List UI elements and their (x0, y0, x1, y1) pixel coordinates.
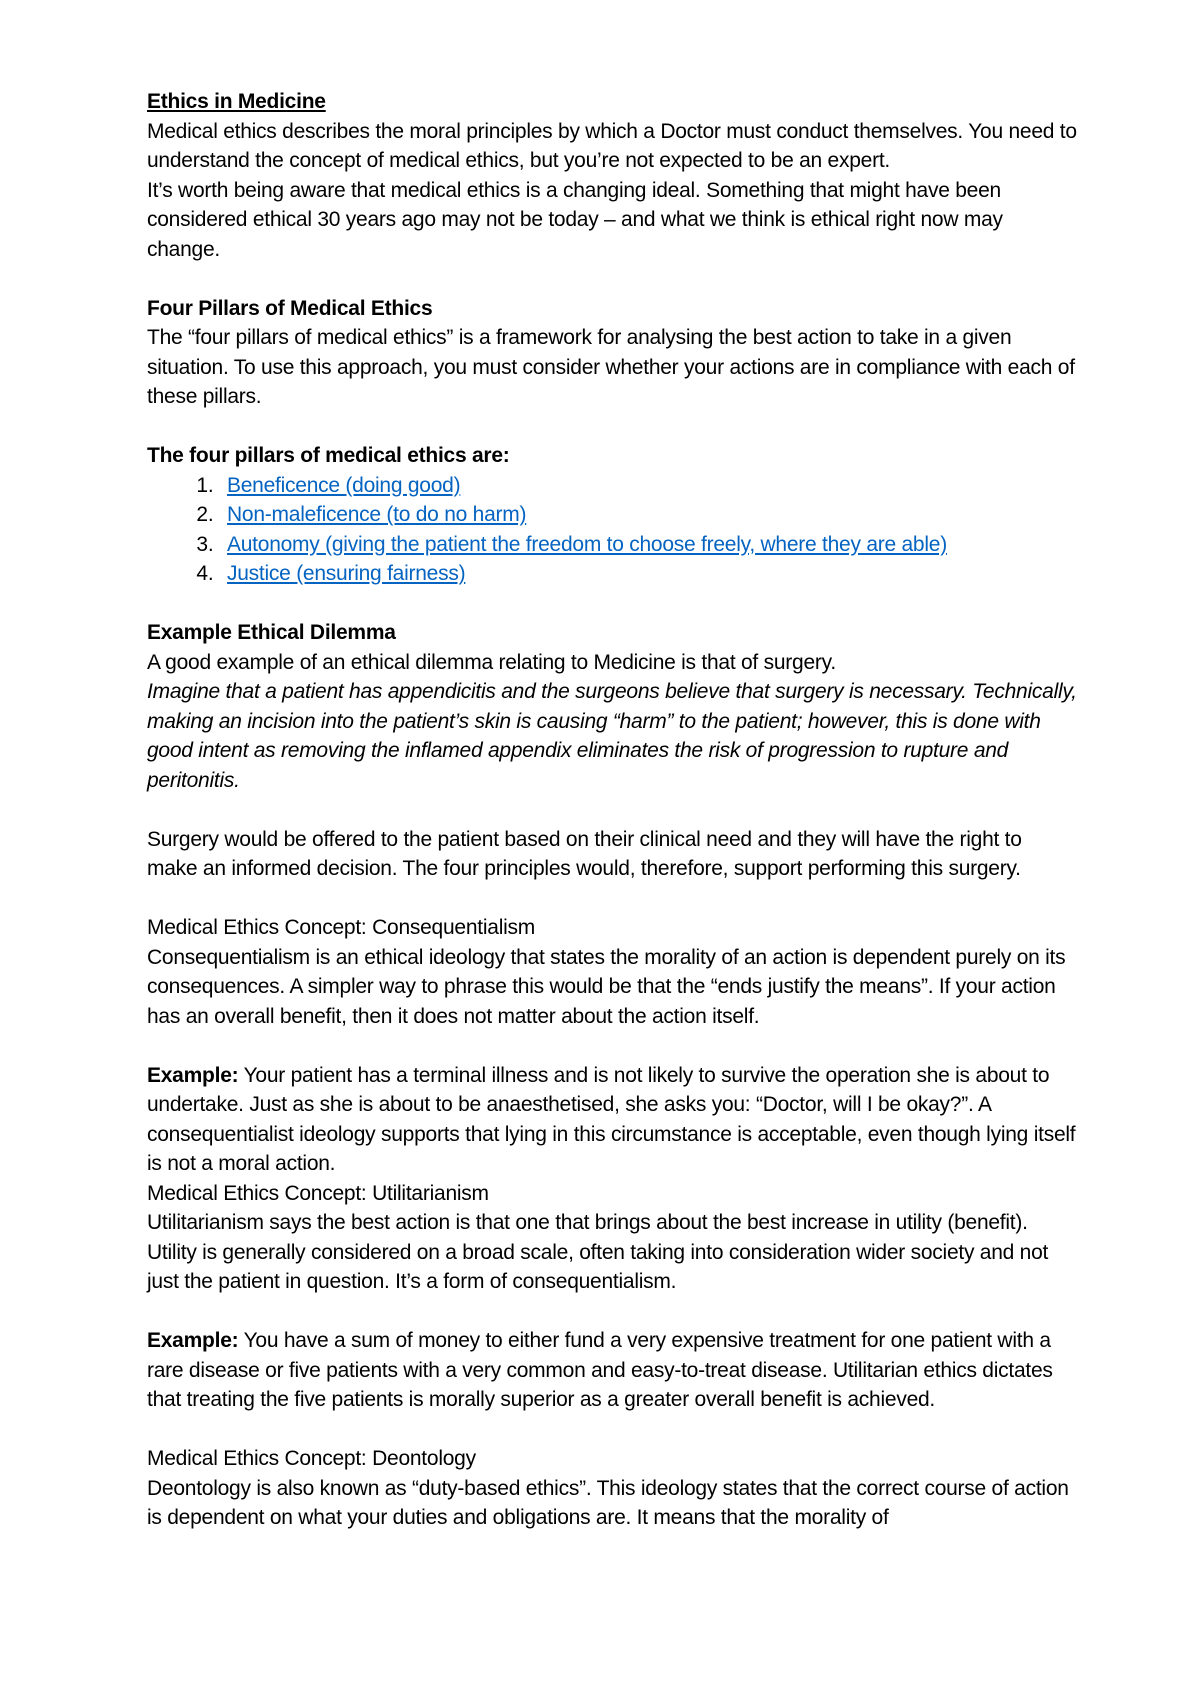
intro-paragraph-1: Medical ethics describes the moral principles by which a Doctor must conduct themselves. You need to understand the concept of medical ethics, but you’re not expected to be an expert. (147, 119, 1077, 172)
intro-paragraph-2: It’s worth being aware that medical ethics is a changing ideal. Something that might have been considered ethical 30 years ago may not be today – and what we think is ethical right now may change. (147, 178, 1003, 261)
pillars-heading: Four Pillars of Medical Ethics (147, 296, 433, 320)
deontology-paragraph: Deontology is also known as “duty-based ethics”. This ideology states that the correct course of action is dependent on what your duties and obligations are. It means that the morality of (147, 1476, 1069, 1529)
dilemma-italic-paragraph: Imagine that a patient has appendicitis and the surgeons believe that surgery is necessary. Technically, making an incision into the patient’s skin is causing “harm” to the patient; however, this is done with good intent as removing the inflamed appendix eliminates the risk of progression to rupture and peritonitis. (147, 680, 1077, 792)
consequentialism-heading: Medical Ethics Concept: Consequentialism (147, 916, 536, 939)
link-autonomy[interactable]: Autonomy (giving the patient the freedom to choose freely, where they are able) (227, 532, 947, 556)
spacer (147, 1415, 1077, 1445)
deontology-heading: Medical Ethics Concept: Deontology (147, 1447, 476, 1470)
spacer (147, 589, 1077, 619)
example-text: Your patient has a terminal illness and is not likely to survive the operation she is about to undertake. Just as she is about to be anaesthetised, she asks you: “Doctor, will I be okay?”. A consequentialist ideology supports that lying in this circumstance is acceptable, even though lying itself is not a moral action. (147, 1063, 1076, 1175)
pillars-paragraph: The “four pillars of medical ethics” is a framework for analysing the best action to take in a given situation. To use this approach, you must consider whether your actions are in compliance with each of these pillars. (147, 326, 1075, 408)
document-title: Ethics in Medicine (147, 90, 326, 113)
list-item-autonomy (219, 530, 1077, 560)
dilemma-paragraph: A good example of an ethical dilemma relating to Medicine is that of surgery. (147, 650, 836, 674)
spacer (147, 412, 1077, 442)
link-justice[interactable]: Justice (ensuring fairness) (227, 562, 466, 585)
dilemma-conclusion: Surgery would be offered to the patient based on their clinical need and they will have the right to make an informed decision. The four principles would, therefore, support performing this surgery. (147, 827, 1022, 880)
spacer (147, 1031, 1077, 1061)
dilemma-heading: Example Ethical Dilemma (147, 621, 396, 644)
list-item-justice (219, 559, 1077, 589)
consequentialism-example (147, 1061, 1077, 1179)
spacer (147, 884, 1077, 914)
utilitarianism-heading: Medical Ethics Concept: Utilitarianism (147, 1181, 489, 1205)
list-item-non-maleficence (219, 500, 1077, 530)
example-text: You have a sum of money to either fund a very expensive treatment for one patient with a rare disease or five patients with a very common and easy-to-treat disease. Utilitarian ethics dictates that treating the five patients is morally superior as a greater overall benefit is achieved. (147, 1329, 1053, 1411)
pillars-list-heading: The four pillars of medical ethics are: (147, 444, 510, 467)
spacer (147, 1297, 1077, 1327)
example-label: Example: (147, 1063, 239, 1087)
utilitarianism-paragraph: Utilitarianism says the best action is that one that brings about the best increase in utility (benefit). Utility is generally considered on a broad scale, often taking into consideration wider society and not just the patient in question. It’s a form of consequentialism. (147, 1211, 1049, 1293)
spacer (147, 264, 1077, 294)
consequentialism-paragraph: Consequentialism is an ethical ideology that states the morality of an action is dependent purely on its consequences. A simpler way to phrase this would be that the “ends justify the means”. If your action has an overall benefit, then it does not matter about the action itself. (147, 945, 1066, 1028)
spacer (147, 795, 1077, 825)
utilitarianism-example (147, 1326, 1077, 1415)
link-non-maleficence[interactable]: Non-maleficence (to do no harm) (227, 503, 527, 526)
link-beneficence[interactable]: Beneficence (doing good) (227, 473, 461, 497)
list-item-beneficence (219, 471, 1077, 501)
example-label: Example: (147, 1329, 239, 1352)
pillars-list (147, 471, 1077, 589)
document-body (147, 87, 1077, 1533)
